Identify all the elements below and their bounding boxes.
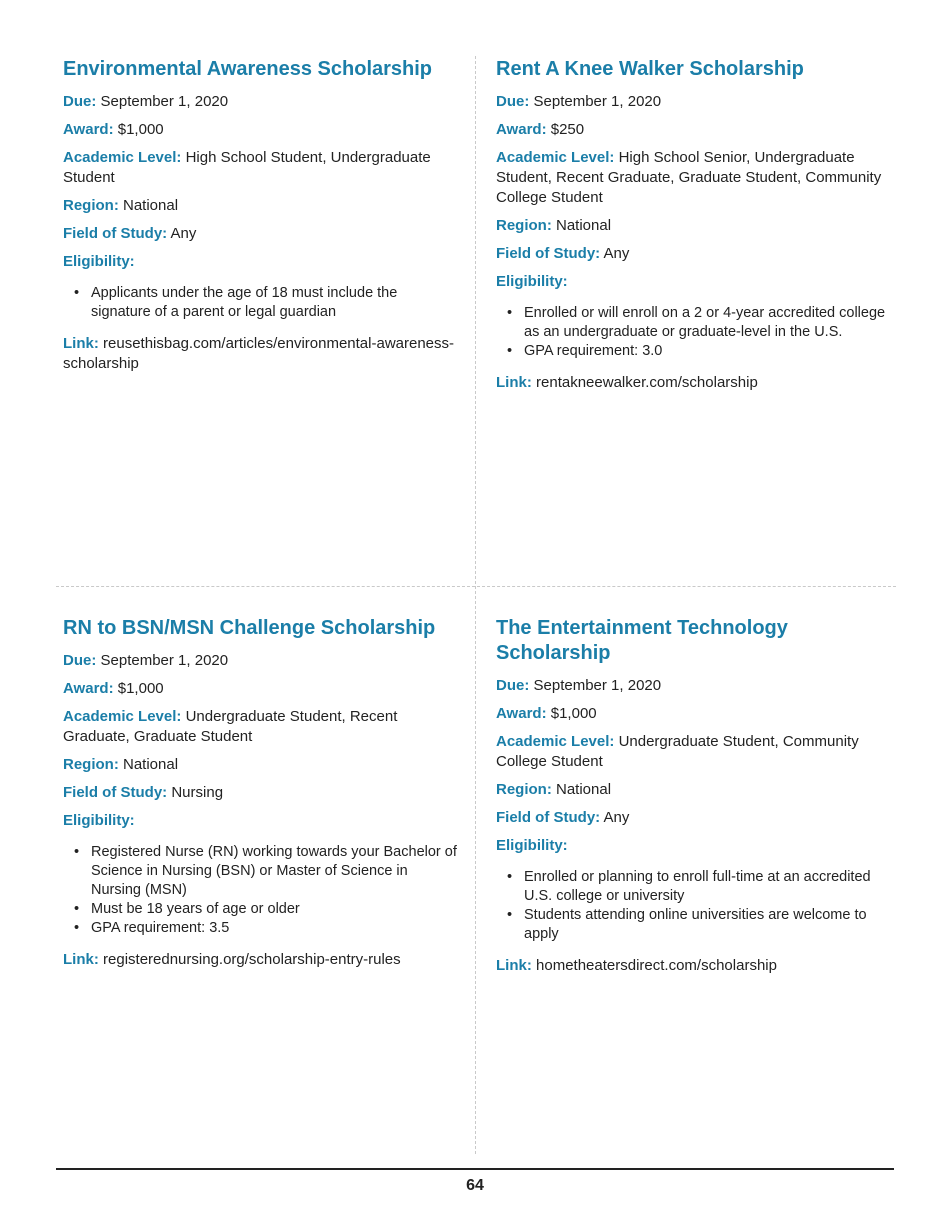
eligibility-item: • Enrolled or planning to enroll full-time at an accredited U.S. college or university xyxy=(524,868,886,906)
academic-level-value: Undergraduate Student, Recent Graduate, Graduate Student xyxy=(63,708,398,745)
eligibility-item: • GPA requirement: 3.5 xyxy=(91,919,458,938)
link-label: Link: xyxy=(63,335,99,352)
due-label: Due: xyxy=(496,677,530,694)
row-divider xyxy=(56,586,896,587)
region-field xyxy=(496,780,886,800)
due-field xyxy=(63,651,458,671)
link-label: Link: xyxy=(496,374,532,391)
academic-level-field xyxy=(496,148,886,208)
field-of-study-label: Field of Study: xyxy=(63,784,168,801)
field-of-study-value: Nursing xyxy=(171,784,224,801)
scholarship-card-entertainment-technology xyxy=(496,616,886,984)
field-of-study-field xyxy=(63,224,458,244)
link-field xyxy=(63,334,458,374)
scholarship-title: RN to BSN/MSN Challenge Scholarship xyxy=(63,617,436,639)
eligibility-label: Eligibility: xyxy=(496,273,568,290)
award-value: $1,000 xyxy=(117,121,164,138)
due-label: Due: xyxy=(63,652,97,669)
academic-level-field xyxy=(63,707,458,747)
link-url[interactable]: rentakneewalker.com/scholarship xyxy=(536,374,758,391)
eligibility-item: • Applicants under the age of 18 must include the signature of a parent or legal guardian xyxy=(91,284,458,322)
scholarship-card-rn-to-bsn-msn xyxy=(63,616,458,978)
due-value: September 1, 2020 xyxy=(100,93,229,110)
eligibility-item: • Registered Nurse (RN) working towards your Bachelor of Science in Nursing (BSN) or Master of Science in Nursing (MSN) xyxy=(91,843,458,900)
field-of-study-value: Any xyxy=(603,809,630,826)
link-url[interactable]: hometheatersdirect.com/scholarship xyxy=(536,957,777,974)
link-field xyxy=(63,950,458,970)
award-label: Award: xyxy=(63,680,114,697)
due-value: September 1, 2020 xyxy=(533,677,662,694)
academic-level-label: Academic Level: xyxy=(496,733,615,750)
link-label: Link: xyxy=(496,957,532,974)
due-field xyxy=(63,92,458,112)
field-of-study-field xyxy=(496,244,886,264)
due-field xyxy=(496,676,886,696)
award-label: Award: xyxy=(496,705,547,722)
field-of-study-label: Field of Study: xyxy=(496,809,601,826)
link-url[interactable]: registerednursing.org/scholarship-entry-rules xyxy=(103,951,401,968)
due-value: September 1, 2020 xyxy=(100,652,229,669)
field-of-study-value: Any xyxy=(170,225,197,242)
award-value: $250 xyxy=(550,121,585,138)
link-label: Link: xyxy=(63,951,99,968)
scholarship-title: Rent A Knee Walker Scholarship xyxy=(496,58,804,80)
eligibility-item: • Students attending online universities are welcome to apply xyxy=(524,906,886,944)
award-value: $1,000 xyxy=(117,680,164,697)
award-field xyxy=(496,704,886,724)
field-of-study-field xyxy=(496,808,886,828)
eligibility-label: Eligibility: xyxy=(63,812,135,829)
academic-level-value: High School Student, Undergraduate Student xyxy=(63,149,431,186)
column-divider xyxy=(475,56,476,1154)
eligibility-list xyxy=(496,868,886,944)
eligibility-list xyxy=(63,843,458,938)
region-label: Region: xyxy=(496,217,552,234)
page-number: 64 xyxy=(466,1177,484,1194)
eligibility-item: • GPA requirement: 3.0 xyxy=(524,342,886,361)
eligibility-label: Eligibility: xyxy=(63,253,135,270)
region-field xyxy=(63,755,458,775)
due-label: Due: xyxy=(63,93,97,110)
region-label: Region: xyxy=(63,756,119,773)
field-of-study-label: Field of Study: xyxy=(63,225,168,242)
field-of-study-value: Any xyxy=(603,245,630,262)
region-value: National xyxy=(556,781,612,798)
academic-level-value: High School Senior, Undergraduate Student, Recent Graduate, Graduate Student, Community College Student xyxy=(496,149,882,206)
region-label: Region: xyxy=(63,197,119,214)
region-field xyxy=(63,196,458,216)
footer-rule xyxy=(56,1168,894,1170)
award-field xyxy=(63,120,458,140)
field-of-study-label: Field of Study: xyxy=(496,245,601,262)
eligibility-item: • Enrolled or will enroll on a 2 or 4-year accredited college as an undergraduate or graduate-level in the U.S. xyxy=(524,304,886,342)
award-value: $1,000 xyxy=(550,705,597,722)
region-value: National xyxy=(123,197,179,214)
eligibility-list xyxy=(496,304,886,361)
academic-level-field xyxy=(496,732,886,772)
link-field xyxy=(496,956,886,976)
due-label: Due: xyxy=(496,93,530,110)
region-field xyxy=(496,216,886,236)
link-field xyxy=(496,373,886,393)
award-field xyxy=(63,679,458,699)
academic-level-value: Undergraduate Student, Community College Student xyxy=(496,733,859,770)
award-label: Award: xyxy=(63,121,114,138)
region-label: Region: xyxy=(496,781,552,798)
award-label: Award: xyxy=(496,121,547,138)
academic-level-label: Academic Level: xyxy=(496,149,615,166)
field-of-study-field xyxy=(63,783,458,803)
scholarship-title: Environmental Awareness Scholarship xyxy=(63,58,433,80)
due-field xyxy=(496,92,886,112)
eligibility-list xyxy=(63,284,458,322)
academic-level-field xyxy=(63,148,458,188)
due-value: September 1, 2020 xyxy=(533,93,662,110)
scholarship-card-rent-a-knee-walker xyxy=(496,57,886,401)
eligibility-item: • Must be 18 years of age or older xyxy=(91,900,458,919)
academic-level-label: Academic Level: xyxy=(63,149,182,166)
academic-level-label: Academic Level: xyxy=(63,708,182,725)
region-value: National xyxy=(123,756,179,773)
scholarship-title: The Entertainment Technology Scholarship xyxy=(496,617,788,664)
region-value: National xyxy=(556,217,612,234)
scholarship-card-environmental-awareness xyxy=(63,57,458,382)
eligibility-label: Eligibility: xyxy=(496,837,568,854)
link-url[interactable]: reusethisbag.com/articles/environmental-awareness-scholarship xyxy=(63,335,455,372)
award-field xyxy=(496,120,886,140)
